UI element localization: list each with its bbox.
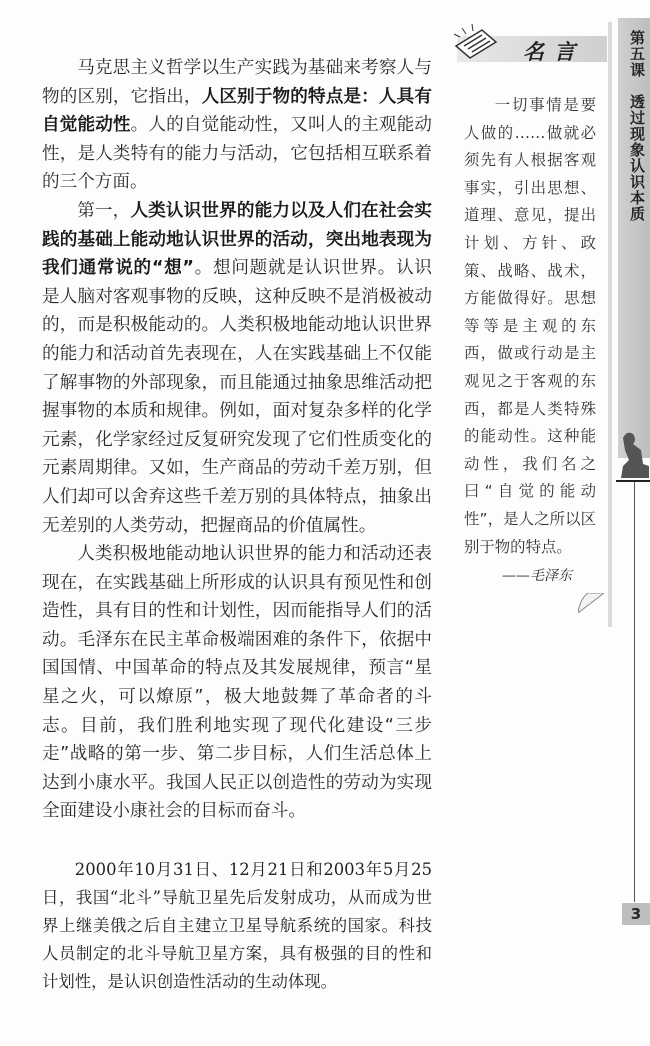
chapter-title: 第五课 透过现象认识本质 bbox=[628, 30, 646, 222]
page-curl-icon bbox=[578, 593, 604, 613]
paragraph-1 bbox=[42, 54, 432, 197]
quote-box bbox=[452, 22, 612, 627]
bold-text: 人类认识世界的能力以及人们在社会实践的基础上能动地认识世界的活动，突出地表现为我们通常说的“想” bbox=[42, 200, 432, 279]
quote-text: 一切事情是要人做的……做就必须先有人根据客观事实，引出思想、道理、意见，提出计划、方针、政策、战略、战术，方能做得好。思想等等是主观的东西，做或行动是主观见之于客观的东西，都是人类特殊的能动性。这种能动性，我们名之曰“自觉的能动性”，是人之所以区别于物的特点。 bbox=[464, 96, 596, 556]
newspaper-icon bbox=[452, 24, 502, 60]
quote-author: ——毛泽东 bbox=[502, 568, 572, 585]
divider bbox=[616, 480, 650, 482]
text: 。人的自觉能动性，又叫人的主观能动性，是人类特有的能力与活动，它包括相互联系着的三个方面。 bbox=[42, 115, 432, 193]
paragraph-2 bbox=[42, 197, 432, 540]
text: 。想问题就是认识世界。认识是人脑对客观事物的反映，这种反映不是消极被动的，而是积极能动的。人类积极地能动地认识世界的能力和活动首先表现在，人在实践基础上不仅能了解事物的外部现象，而且能通过抽象思维活动把握事物的本质和规律。例如，面对复杂多样的化学元素，化学家经过反复研究发现了它们性质变化的元素周期律。又如，生产商品的劳动千差万别，但人们却可以舍弃这些千差万别的具体特点，抽象出无差别的人类劳动，把握商品的价值属性。 bbox=[42, 258, 432, 536]
text: 马克思主义哲学以生产实践为基础来考察人与物的区别，它指出， bbox=[42, 58, 432, 107]
quote-header-row bbox=[452, 22, 608, 64]
page-number: 3 bbox=[622, 903, 650, 925]
chapter-tab bbox=[618, 18, 650, 458]
paragraph-3 bbox=[42, 540, 432, 826]
text: 第一， bbox=[77, 200, 131, 221]
thinker-statue-icon bbox=[617, 430, 650, 478]
bold-text: 人区别于物的特点是：人具有自觉能动性 bbox=[42, 86, 432, 136]
left-column bbox=[42, 54, 432, 1026]
text: 人类积极地能动地认识世界的能力和活动还表现在，在实践基础上所形成的认识具有预见性和创造性，具有目的性和计划性，因而能指导人们的活动。毛泽东在民主革命极端困难的条件下，依据中国国情、中国革命的特点及其发展规律，预言“星星之火，可以燎原”，极大地鼓舞了革命者的斗志。目前，我们胜利地实现了现代化建设“三步走”战略的第一步、第二步目标，人们生活总体上达到小康水平。我国人民正以创造性的劳动为实现全面建设小康社会的目标而奋斗。 bbox=[42, 544, 432, 822]
main-text bbox=[42, 54, 432, 826]
divider bbox=[634, 482, 635, 902]
quote-heading: 名言 bbox=[523, 40, 585, 64]
case-paragraph: 2000年10月31日、12月21日和2003年5月25日，我国“北斗”导航卫星先后发射成功，从而成为世界上继美俄之后自主建立卫星导航系统的国家。科技人员制定的北斗导航卫星方案，具有极强的目的性和计划性，是认识创造性活动的生动体现。 bbox=[42, 860, 432, 992]
